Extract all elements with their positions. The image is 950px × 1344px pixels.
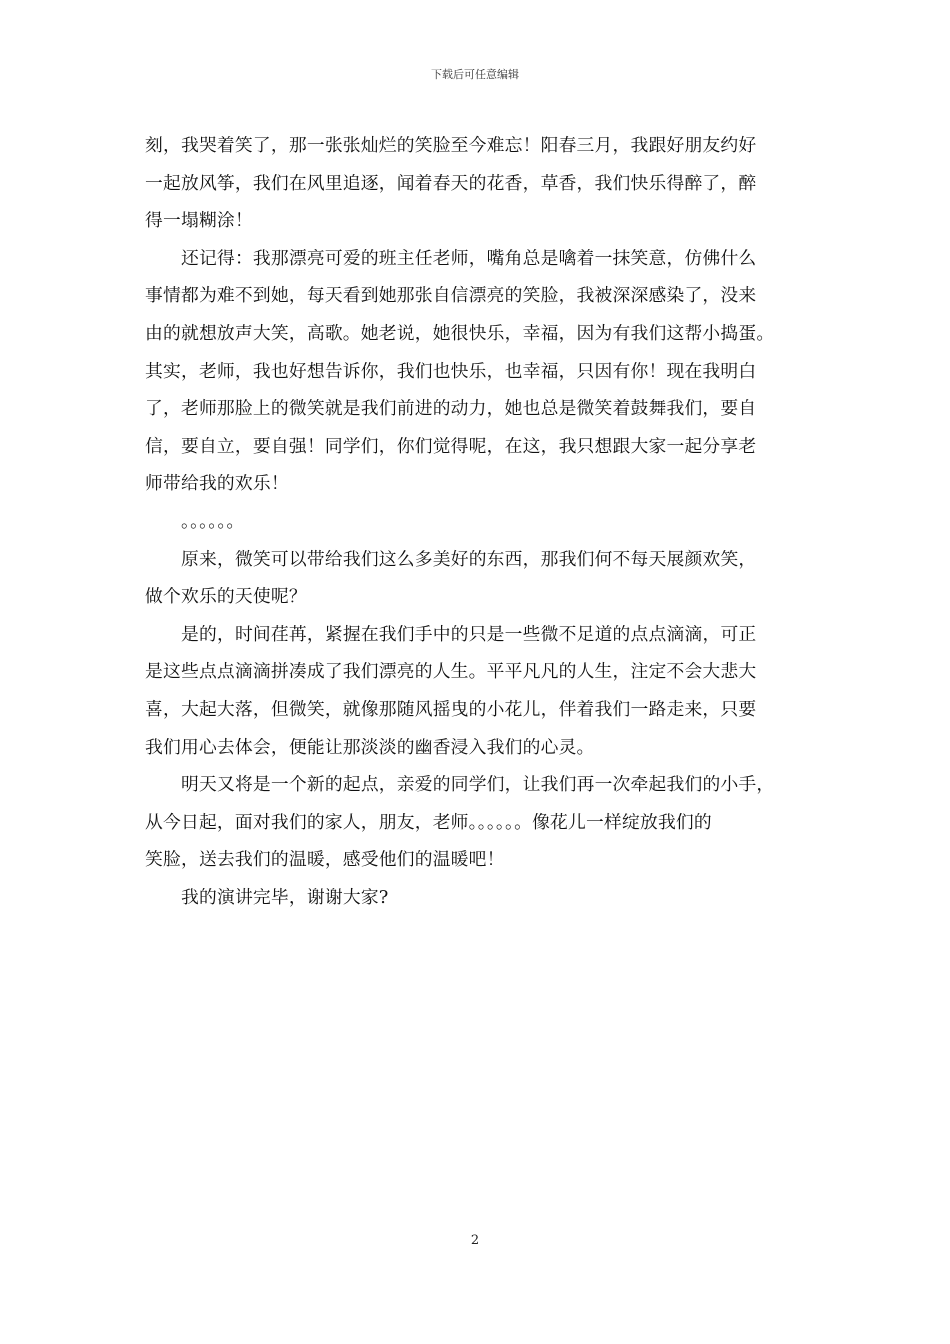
text-line: 了，老师那脸上的微笑就是我们前进的动力，她也总是微笑着鼓舞我们，要自 (145, 398, 757, 420)
text-line: 其实，老师，我也好想告诉你，我们也快乐，也幸福，只因有你！现在我明白 (145, 360, 757, 382)
text-line: 做个欢乐的天使呢？ (145, 586, 307, 608)
text-line: 是这些点点滴滴拼凑成了我们漂亮的人生。平平凡凡的人生，注定不会大悲大 (145, 661, 757, 683)
text-line: 从今日起，面对我们的家人，朋友，老师。。。。。。像花儿一样绽放我们的 (145, 811, 712, 833)
text-line: 得一塌糊涂！ (145, 210, 253, 232)
text-line: 信，要自立，要自强！同学们，你们觉得呢，在这，我只想跟大家一起分享老 (145, 435, 757, 457)
page-header: 下载后可任意编辑 (431, 68, 519, 81)
text-line: 师带给我的欢乐！ (145, 473, 289, 495)
closing-line: 我的演讲完毕，谢谢大家? (181, 886, 389, 908)
text-line: 由的就想放声大笑，高歌。她老说，她很快乐，幸福，因为有我们这帮小捣蛋。 (145, 322, 775, 344)
text-line: 刻，我哭着笑了，那一张张灿烂的笑脸至今难忘！阳春三月，我跟好朋友约好 (145, 135, 757, 156)
document-body (145, 127, 810, 916)
text-line: 一起放风筝，我们在风里追逐，闻着春天的花香，草香，我们快乐得醉了，醉 (145, 172, 757, 194)
paragraph-start-line: 原来，微笑可以带给我们这么多美好的东西，那我们何不每天展颜欢笑， (181, 548, 757, 570)
paragraph-start-line: 还记得：我那漂亮可爱的班主任老师，嘴角总是噙着一抹笑意，仿佛什么 (181, 247, 757, 269)
paragraph-start-line: 明天又将是一个新的起点，亲爱的同学们，让我们再一次牵起我们的小手， (181, 774, 775, 796)
page-number: 2 (470, 1233, 480, 1248)
text-line: 笑脸，送去我们的温暖，感受他们的温暖吧！ (145, 849, 505, 871)
text-line: 我们用心去体会，便能让那淡淡的幽香浸入我们的心灵。 (145, 736, 595, 758)
text-line: 事情都为难不到她，每天看到她那张自信漂亮的笑脸，我被深深感染了，没来 (145, 285, 757, 307)
paragraph-start-line: 是的，时间荏苒，紧握在我们手中的只是一些微不足道的点点滴滴，可正 (181, 623, 757, 645)
text-line: 喜，大起大落，但微笑，就像那随风摇曳的小花儿，伴着我们一路走来，只要 (145, 698, 757, 720)
ellipsis-line: 。。。。。。 (181, 510, 245, 532)
